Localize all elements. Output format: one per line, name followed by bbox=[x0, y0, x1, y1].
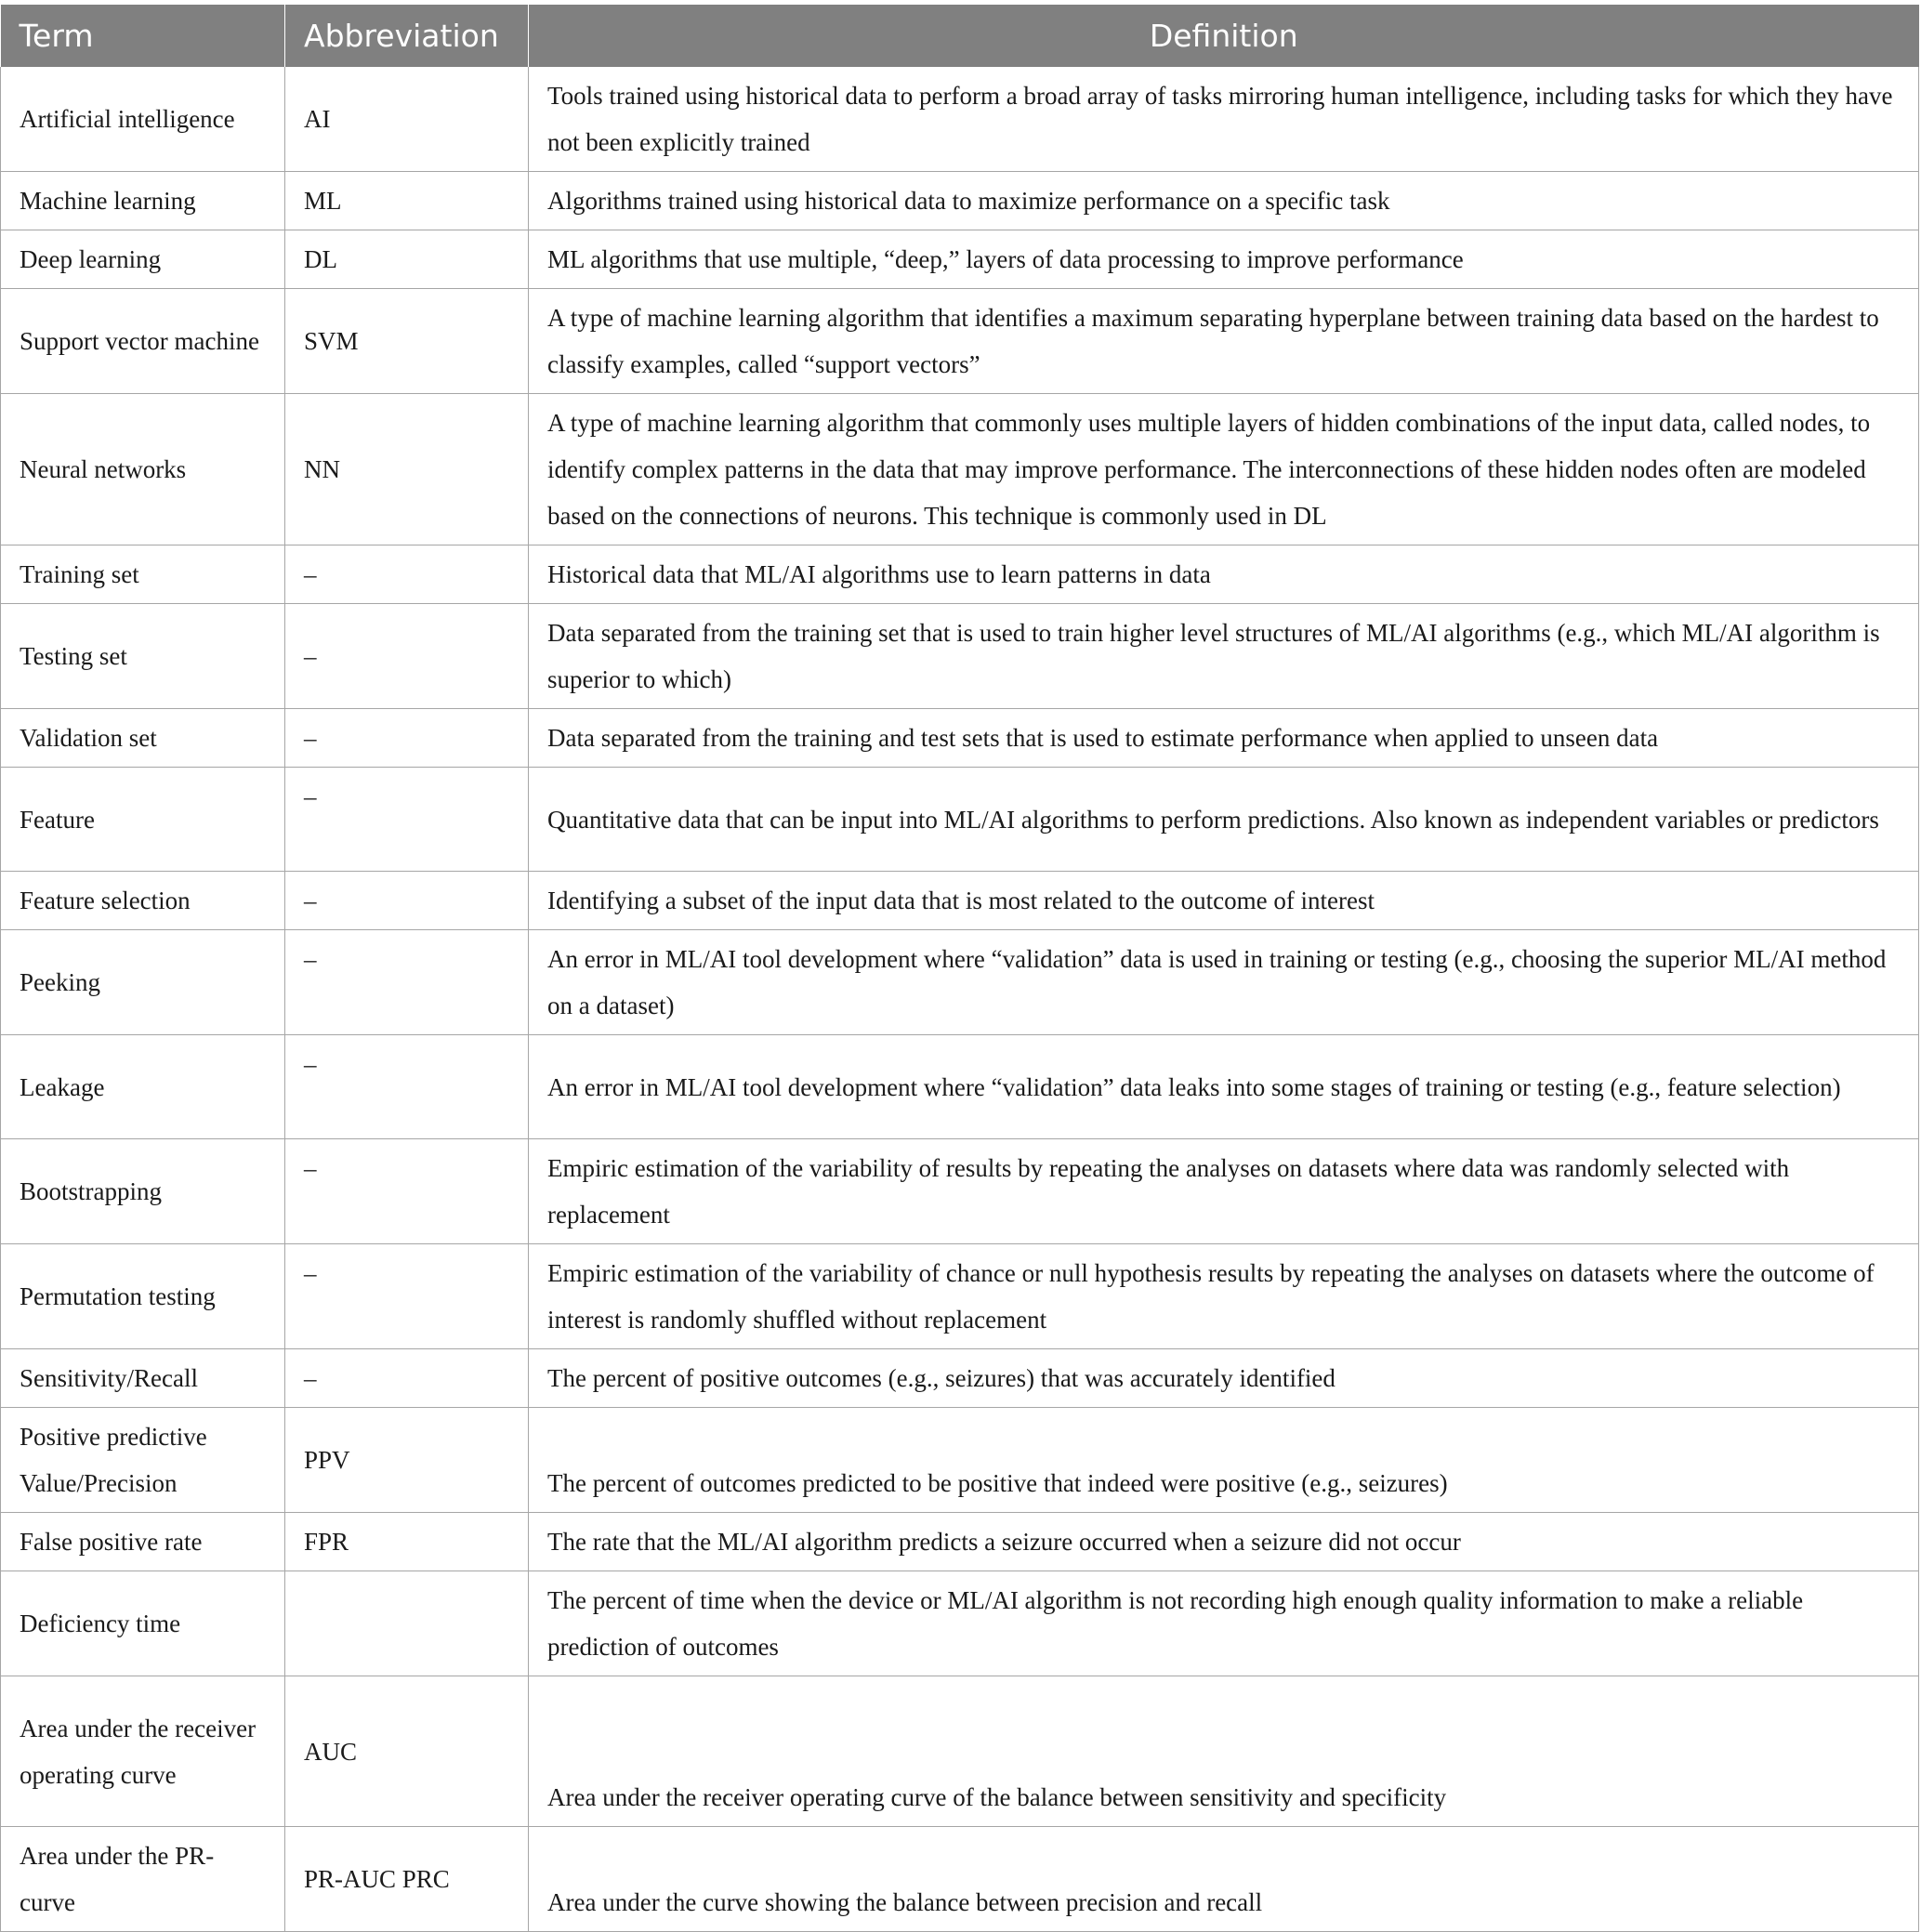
definition-cell: Quantitative data that can be input into ML/AI algorithms to perform predictions. Also known as independent variables or predictors bbox=[529, 768, 1919, 872]
table-row bbox=[1, 1349, 1919, 1408]
term-cell: Permutation testing bbox=[1, 1244, 285, 1349]
definition-cell: Empiric estimation of the variability of results by repeating the analyses on datasets where data was randomly selected with replacement bbox=[529, 1139, 1919, 1244]
abbreviation-cell: – bbox=[285, 1035, 529, 1139]
definition-cell: The rate that the ML/AI algorithm predicts a seizure occurred when a seizure did not occur bbox=[529, 1513, 1919, 1571]
definition-cell: A type of machine learning algorithm that commonly uses multiple layers of hidden combinations of the input data, called nodes, to identify complex patterns in the data that may improve performance. The interconnections of these hidden nodes often are modeled based on the connections of neurons. This technique is commonly used in DL bbox=[529, 394, 1919, 545]
definition-cell: A type of machine learning algorithm that identifies a maximum separating hyperplane between training data based on the hardest to classify examples, called “support vectors” bbox=[529, 289, 1919, 394]
term-cell: Bootstrapping bbox=[1, 1139, 285, 1244]
glossary-table bbox=[0, 5, 1919, 1932]
definition-cell: Data separated from the training set that is used to train higher level structures of ML/AI algorithms (e.g., which ML/AI algorithm is superior to which) bbox=[529, 604, 1919, 709]
header-abbreviation: Abbreviation bbox=[285, 5, 529, 67]
table-row bbox=[1, 1408, 1919, 1513]
definition-cell: Historical data that ML/AI algorithms use to learn patterns in data bbox=[529, 545, 1919, 604]
table-row bbox=[1, 872, 1919, 930]
table-row bbox=[1, 67, 1919, 172]
abbreviation-cell: PPV bbox=[285, 1408, 529, 1513]
term-cell: Training set bbox=[1, 545, 285, 604]
table-row bbox=[1, 289, 1919, 394]
term-cell: Sensitivity/Recall bbox=[1, 1349, 285, 1408]
abbreviation-cell: – bbox=[285, 1244, 529, 1349]
table-row bbox=[1, 1827, 1919, 1932]
term-cell: Peeking bbox=[1, 930, 285, 1035]
term-cell: Feature bbox=[1, 768, 285, 872]
glossary-table-container bbox=[0, 5, 1918, 1932]
definition-cell: Algorithms trained using historical data to maximize performance on a specific task bbox=[529, 172, 1919, 230]
table-row bbox=[1, 230, 1919, 289]
abbreviation-cell: FPR bbox=[285, 1513, 529, 1571]
term-cell: Testing set bbox=[1, 604, 285, 709]
header-term: Term bbox=[1, 5, 285, 67]
abbreviation-cell: – bbox=[285, 709, 529, 768]
term-cell: Area under the PR-curve bbox=[1, 1827, 285, 1932]
abbreviation-cell: – bbox=[285, 1139, 529, 1244]
abbreviation-cell: – bbox=[285, 545, 529, 604]
table-row bbox=[1, 1035, 1919, 1139]
table-row bbox=[1, 394, 1919, 545]
term-cell: Positive predictive Value/Precision bbox=[1, 1408, 285, 1513]
abbreviation-cell: AI bbox=[285, 67, 529, 172]
abbreviation-cell: NN bbox=[285, 394, 529, 545]
abbreviation-cell bbox=[285, 1571, 529, 1676]
table-row bbox=[1, 768, 1919, 872]
term-cell: Artificial intelligence bbox=[1, 67, 285, 172]
table-row bbox=[1, 1244, 1919, 1349]
term-cell: Leakage bbox=[1, 1035, 285, 1139]
table-row bbox=[1, 1676, 1919, 1827]
definition-cell: Data separated from the training and test sets that is used to estimate performance when applied to unseen data bbox=[529, 709, 1919, 768]
header-row bbox=[1, 5, 1919, 67]
term-cell: Area under the receiver operating curve bbox=[1, 1676, 285, 1827]
table-row bbox=[1, 1571, 1919, 1676]
table-row bbox=[1, 1513, 1919, 1571]
term-cell: Validation set bbox=[1, 709, 285, 768]
definition-cell: An error in ML/AI tool development where “validation” data leaks into some stages of training or testing (e.g., feature selection) bbox=[529, 1035, 1919, 1139]
definition-cell: Area under the receiver operating curve of the balance between sensitivity and specificity bbox=[529, 1676, 1919, 1827]
definition-cell: An error in ML/AI tool development where “validation” data is used in training or testing (e.g., choosing the superior ML/AI method on a dataset) bbox=[529, 930, 1919, 1035]
definition-cell: Empiric estimation of the variability of chance or null hypothesis results by repeating the analyses on datasets where the outcome of interest is randomly shuffled without replacement bbox=[529, 1244, 1919, 1349]
definition-cell: The percent of time when the device or ML/AI algorithm is not recording high enough quality information to make a reliable prediction of outcomes bbox=[529, 1571, 1919, 1676]
abbreviation-cell: – bbox=[285, 930, 529, 1035]
abbreviation-cell: SVM bbox=[285, 289, 529, 394]
table-row bbox=[1, 930, 1919, 1035]
definition-cell: ML algorithms that use multiple, “deep,” layers of data processing to improve performance bbox=[529, 230, 1919, 289]
abbreviation-cell: – bbox=[285, 604, 529, 709]
term-cell: Support vector machine bbox=[1, 289, 285, 394]
definition-cell: Tools trained using historical data to perform a broad array of tasks mirroring human intelligence, including tasks for which they have not been explicitly trained bbox=[529, 67, 1919, 172]
definition-cell: Identifying a subset of the input data that is most related to the outcome of interest bbox=[529, 872, 1919, 930]
abbreviation-cell: – bbox=[285, 1349, 529, 1408]
table-row bbox=[1, 172, 1919, 230]
abbreviation-cell: ML bbox=[285, 172, 529, 230]
abbreviation-cell: PR-AUC PRC bbox=[285, 1827, 529, 1932]
table-row bbox=[1, 545, 1919, 604]
definition-cell: Area under the curve showing the balance between precision and recall bbox=[529, 1827, 1919, 1932]
table-row bbox=[1, 709, 1919, 768]
term-cell: Neural networks bbox=[1, 394, 285, 545]
table-row bbox=[1, 604, 1919, 709]
abbreviation-cell: DL bbox=[285, 230, 529, 289]
header-definition: Definition bbox=[529, 5, 1919, 67]
definition-cell: The percent of positive outcomes (e.g., seizures) that was accurately identified bbox=[529, 1349, 1919, 1408]
abbreviation-cell: – bbox=[285, 768, 529, 872]
term-cell: Feature selection bbox=[1, 872, 285, 930]
term-cell: False positive rate bbox=[1, 1513, 285, 1571]
term-cell: Machine learning bbox=[1, 172, 285, 230]
definition-cell: The percent of outcomes predicted to be positive that indeed were positive (e.g., seizures) bbox=[529, 1408, 1919, 1513]
abbreviation-cell: – bbox=[285, 872, 529, 930]
table-row bbox=[1, 1139, 1919, 1244]
term-cell: Deficiency time bbox=[1, 1571, 285, 1676]
term-cell: Deep learning bbox=[1, 230, 285, 289]
abbreviation-cell: AUC bbox=[285, 1676, 529, 1827]
